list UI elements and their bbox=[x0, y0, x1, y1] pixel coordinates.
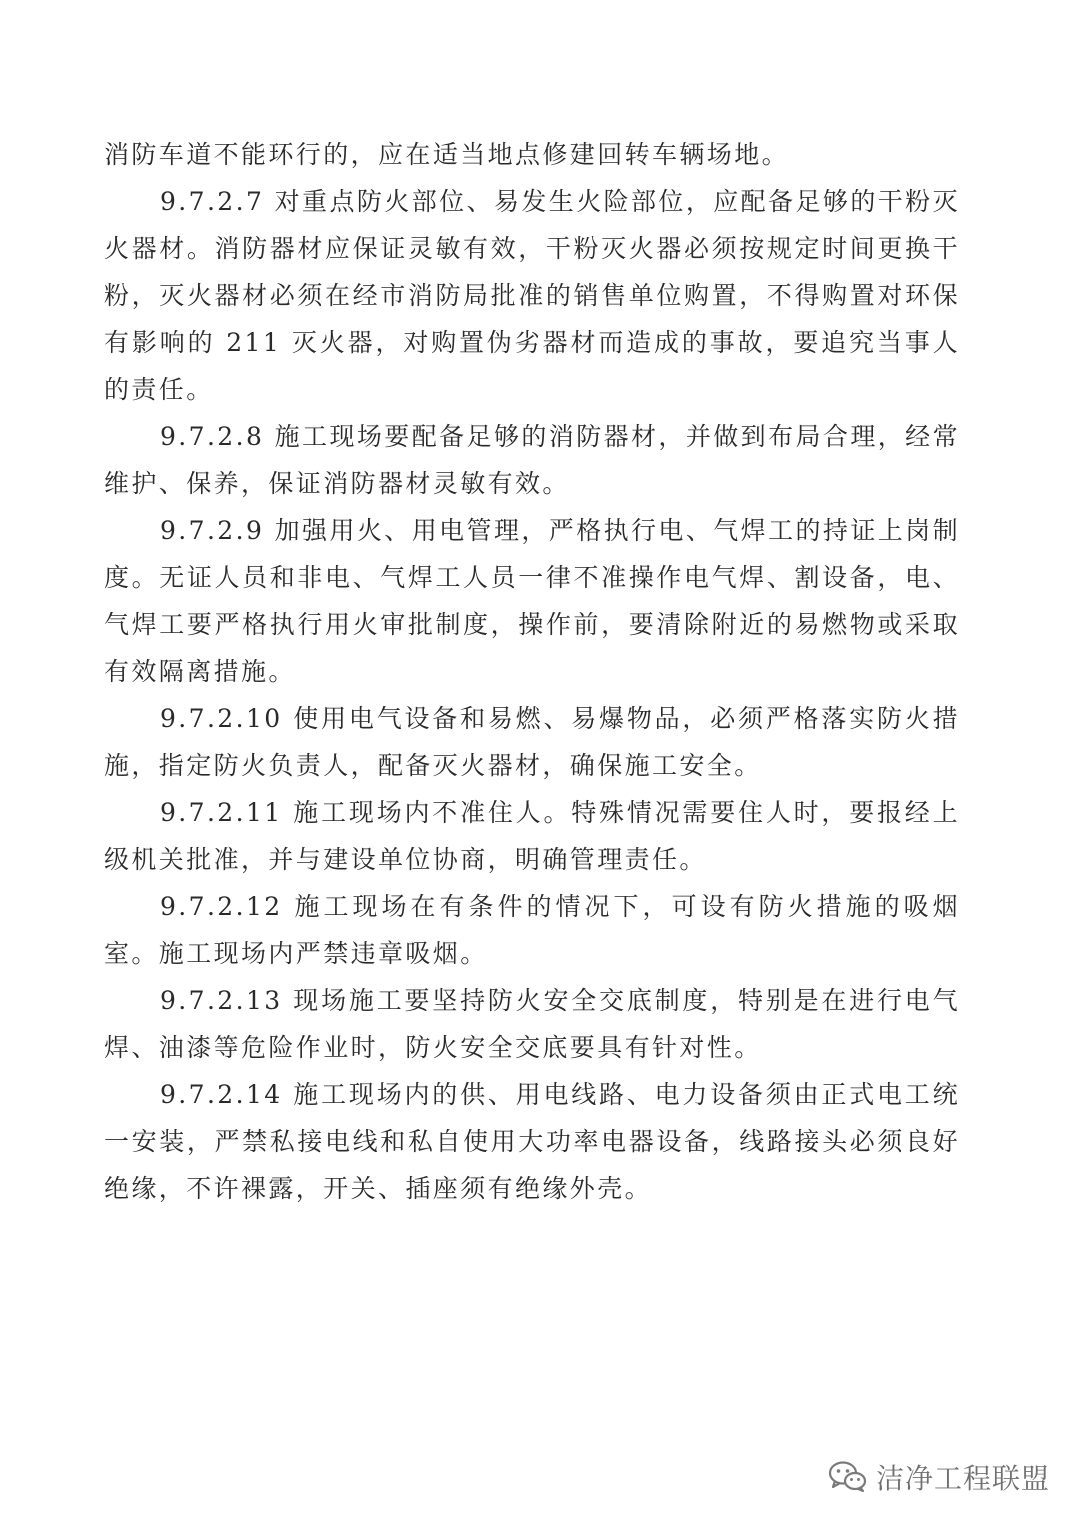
paragraph-9-7-2-12: 9.7.2.12 施工现场在有条件的情况下，可设有防火措施的吸烟室。施工现场内严禁违章吸烟。 bbox=[104, 892, 960, 968]
paragraph-9-7-2-14: 9.7.2.14 施工现场内的供、用电线路、电力设备须由正式电工统一安装，严禁私接电线和私自使用大功率电器设备，线路接头必须良好绝缘，不许裸露，开关、插座须有绝缘外壳。 bbox=[104, 1080, 960, 1203]
watermark-text: 洁净工程联盟 bbox=[875, 1462, 1050, 1495]
paragraph-9-7-2-10: 9.7.2.10 使用电气设备和易燃、易爆物品，必须严格落实防火措施，指定防火负责人，配备灭火器材，确保施工安全。 bbox=[104, 704, 960, 780]
watermark bbox=[828, 1455, 1050, 1499]
wechat-icon bbox=[828, 1460, 868, 1494]
paragraph-9-7-2-11: 9.7.2.11 施工现场内不准住人。特殊情况需要住人时，要报经上级机关批准，并与建设单位协商，明确管理责任。 bbox=[104, 798, 960, 874]
paragraph-9-7-2-9: 9.7.2.9 加强用火、用电管理，严格执行电、气焊工的持证上岗制度。无证人员和非电、气焊工人员一律不准操作电气焊、割设备，电、气焊工要严格执行用火审批制度，操作前，要清除附近的易燃物或采取有效隔离措施。 bbox=[104, 516, 960, 686]
paragraph-continuation: 消防车道不能环行的，应在适当地点修建回转车辆场地。 bbox=[104, 140, 790, 169]
document-body bbox=[104, 131, 960, 1212]
paragraph-9-7-2-7: 9.7.2.7 对重点防火部位、易发生火险部位，应配备足够的干粉灭火器材。消防器材应保证灵敏有效，干粉灭火器必须按规定时间更换干粉，灭火器材必须在经市消防局批准的销售单位购置，不得购置对环保有影响的 211 灭火器，对购置伪劣器材而造成的事故，要追究当事人的责任。 bbox=[104, 187, 960, 404]
paragraph-9-7-2-8: 9.7.2.8 施工现场要配备足够的消防器材，并做到布局合理，经常维护、保养，保证消防器材灵敏有效。 bbox=[104, 422, 960, 498]
paragraph-9-7-2-13: 9.7.2.13 现场施工要坚持防火安全交底制度，特别是在进行电气焊、油漆等危险作业时，防火安全交底要具有针对性。 bbox=[104, 986, 960, 1062]
